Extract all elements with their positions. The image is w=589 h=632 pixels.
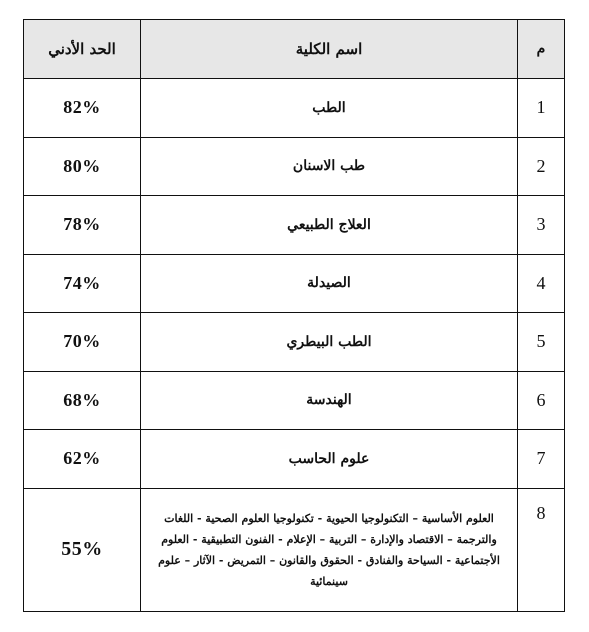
min-score-cell: 70% (24, 313, 141, 372)
row-index-cell: 7 (518, 430, 565, 489)
header-min-score: الحد الأدني (24, 20, 141, 79)
table-row (24, 254, 565, 313)
header-index: م (518, 20, 565, 79)
row-index-cell: 8 (518, 488, 565, 611)
table-row (24, 430, 565, 489)
min-score-cell: 55% (24, 488, 141, 611)
college-name-cell: العلوم الأساسية – التكنولوجيا الحيوية - تكنولوجيا العلوم الصحية - اللغات والترجمة – الاقتصاد والإدارة – التربية – الإعلام - الفنون التطبيقية - العلوم الأجتماعية - السياحة والفنادق - الحقوق والقانون – التمريض - الآثار – علوم سينمائية (141, 488, 518, 611)
row-index-cell: 6 (518, 371, 565, 430)
row-index-cell: 4 (518, 254, 565, 313)
min-score-cell: 68% (24, 371, 141, 430)
row-index-cell: 3 (518, 196, 565, 255)
table-row (24, 371, 565, 430)
min-score-cell: 80% (24, 137, 141, 196)
college-name-cell: علوم الحاسب (141, 430, 518, 489)
table-row (24, 137, 565, 196)
college-name-cell: طب الاسنان (141, 137, 518, 196)
min-score-cell: 82% (24, 79, 141, 138)
min-score-cell: 74% (24, 254, 141, 313)
row-index-cell: 2 (518, 137, 565, 196)
row-index-cell: 1 (518, 79, 565, 138)
colleges-min-score-table (23, 19, 565, 612)
table-header-row (24, 20, 565, 79)
table-row (24, 196, 565, 255)
colleges-min-score-table-container (23, 19, 564, 612)
header-college-name: اسم الكلية (141, 20, 518, 79)
min-score-cell: 62% (24, 430, 141, 489)
table-row (24, 79, 565, 138)
row-index-cell: 5 (518, 313, 565, 372)
college-name-cell: الهندسة (141, 371, 518, 430)
college-name-cell: الطب البيطري (141, 313, 518, 372)
table-row (24, 313, 565, 372)
table-row (24, 488, 565, 611)
college-name-cell: الطب (141, 79, 518, 138)
min-score-cell: 78% (24, 196, 141, 255)
college-name-cell: الصيدلة (141, 254, 518, 313)
college-name-cell: العلاج الطبيعي (141, 196, 518, 255)
